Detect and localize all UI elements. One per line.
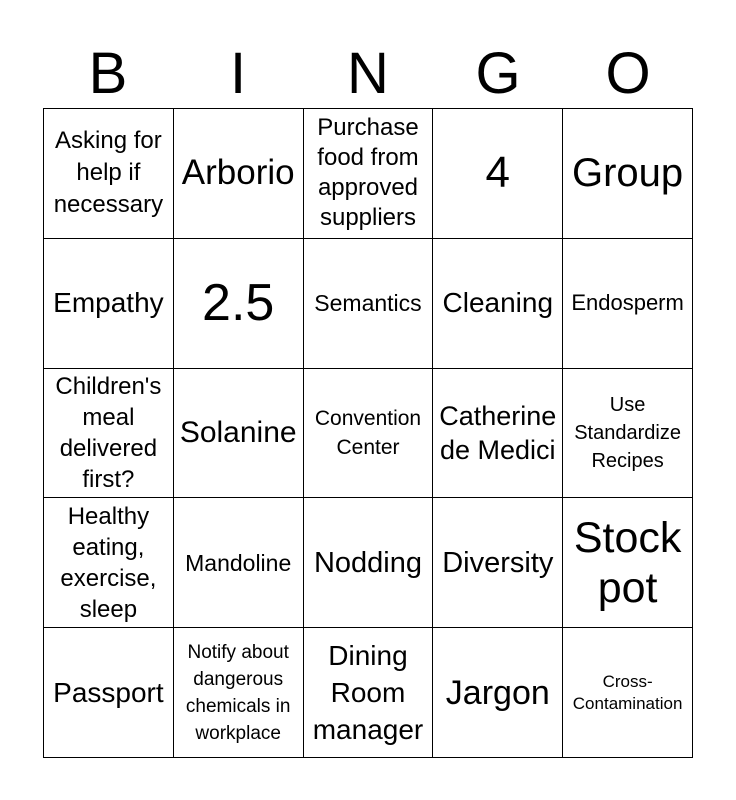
header-letter-o: O <box>605 41 651 106</box>
cell-text: 2.5 <box>202 274 275 333</box>
cell-text: Use Standardize Recipes <box>574 393 681 472</box>
bingo-cell[interactable] <box>433 498 563 628</box>
bingo-cell[interactable] <box>174 109 304 239</box>
cell-text: Diversity <box>442 546 554 579</box>
cell-text: Mandoline <box>185 549 292 576</box>
bingo-cell[interactable] <box>563 109 693 239</box>
cell-text: Purchase food from approved suppliers <box>317 114 419 232</box>
bingo-cell[interactable] <box>433 109 563 239</box>
bingo-header <box>43 40 693 108</box>
cell-text: Passport <box>53 676 164 708</box>
cell-text: Arborio <box>181 153 295 193</box>
bingo-cell[interactable] <box>44 498 174 628</box>
bingo-cell[interactable] <box>304 498 434 628</box>
cell-text: Nodding <box>313 546 422 579</box>
header-letter-n: N <box>347 41 389 106</box>
cell-text: Notify about dangerous chemicals in workplace <box>185 641 291 744</box>
bingo-cell[interactable] <box>563 498 693 628</box>
cell-text: Empathy <box>53 287 164 319</box>
bingo-cell[interactable] <box>174 628 304 758</box>
cell-text: Stock pot <box>573 513 682 612</box>
header-letter-g: G <box>475 41 521 106</box>
bingo-cell[interactable] <box>304 109 434 239</box>
cell-text: 4 <box>485 148 511 198</box>
bingo-cell[interactable] <box>563 369 693 499</box>
cell-text: Semantics <box>314 290 422 317</box>
bingo-cell[interactable] <box>563 628 693 758</box>
cell-text: Asking for help if necessary <box>53 127 164 219</box>
bingo-cell[interactable] <box>433 239 563 369</box>
bingo-cell[interactable] <box>174 369 304 499</box>
cell-text: Cross-Contamination <box>572 671 683 713</box>
bingo-cell[interactable] <box>433 628 563 758</box>
bingo-cell[interactable] <box>174 239 304 369</box>
bingo-cell[interactable] <box>44 109 174 239</box>
bingo-board <box>43 108 693 758</box>
cell-text: Convention Center <box>314 406 422 459</box>
cell-text: Group <box>572 151 684 196</box>
cell-text: Healthy eating, exercise, sleep <box>60 502 157 623</box>
bingo-cell[interactable] <box>304 239 434 369</box>
cell-text: Endosperm <box>571 290 684 316</box>
bingo-cell[interactable] <box>433 369 563 499</box>
cell-text: Jargon <box>445 673 550 712</box>
cell-text: Dining Room manager <box>312 640 424 746</box>
bingo-cell[interactable] <box>44 628 174 758</box>
header-letter-i: I <box>229 41 247 106</box>
bingo-cell[interactable] <box>44 239 174 369</box>
bingo-cell[interactable] <box>304 628 434 758</box>
cell-text: Solanine <box>179 415 297 449</box>
cell-text: Children's meal delivered first? <box>55 372 162 493</box>
cell-text: Cleaning <box>442 287 554 319</box>
bingo-cell[interactable] <box>563 239 693 369</box>
bingo-cell[interactable] <box>304 369 434 499</box>
cell-text: Catherine de Medici <box>439 400 557 465</box>
header-letter-b: B <box>88 41 128 106</box>
bingo-cell[interactable] <box>174 498 304 628</box>
bingo-cell[interactable] <box>44 369 174 499</box>
